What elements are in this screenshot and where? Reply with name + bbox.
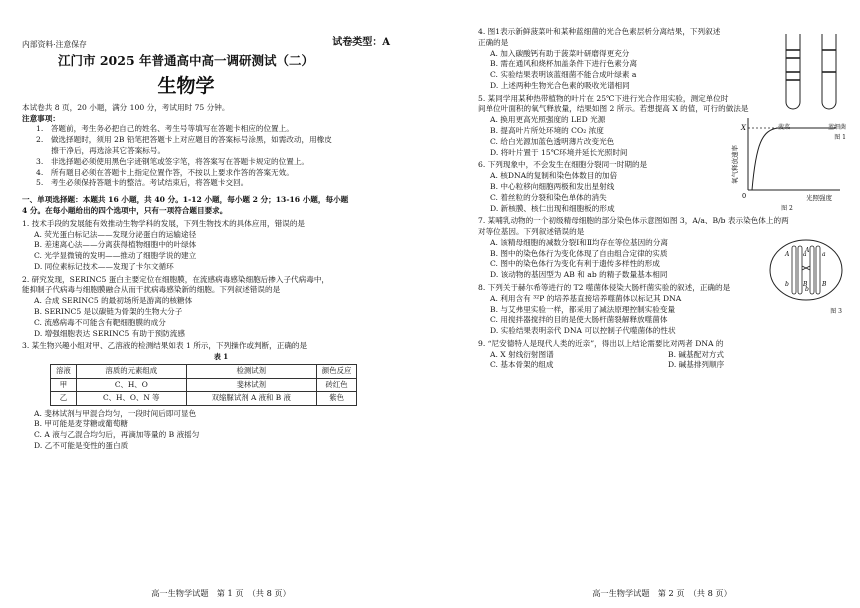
option-b[interactable]: B. 甲可能是麦芽糖或葡萄糖 [34,419,128,429]
option-d[interactable]: D. 将叶片置于 15℃环境并延长光照时间 [490,147,628,157]
option-d[interactable]: D. 实验结果表明亲代 DNA 可以控制子代噬菌体的性状 [490,326,676,336]
option-a[interactable]: A. 加入碳酸钙有助于菠菜叶研磨得更充分 [490,48,630,58]
option-a[interactable]: A. 换用更高光照强度的 LED 光源 [490,115,606,125]
gene-label: a [822,251,826,259]
option-d[interactable]: D. 该动物的基因型为 AB 和 ab 的精子数量基本相同 [490,270,668,280]
question-stem: 4. 图1表示新鲜菠菜叶和某种蓝细菌的光合色素层析分离结果，下列叙述 [478,27,721,36]
question-stem: 7. 某哺乳动物的一个初级精母细胞的部分染色体示意图如图 3，A/a、B/b 表示染色体上的两 [478,216,789,226]
option-b[interactable]: B. 差速离心法——分离获得植物细胞中的叶绿体 [34,240,197,250]
section-heading [22,195,420,217]
option-c[interactable]: C. 给白光源加蓝色透明薄片改变光色 [490,136,615,146]
note-line: 4. 所有题目必须在答题卡上指定位置作答，不按以上要求作答的答案无效。 [36,167,294,177]
table-row [51,392,357,406]
y-axis-label: 氧气释放速率 [731,144,739,184]
option-b[interactable]: B. 提高叶片所处环境的 CO₂ 浓度 [490,126,604,136]
note-line: 5. 考生必须保持答题卡的整洁。考试结束后，将答题卡交回。 [36,178,249,188]
table-cell: 溶液 [51,365,77,379]
table-row [51,378,357,392]
note-line: 3. 非选择题必须使用黑色字迹钢笔或签字笔，将答案写在答题卡规定的位置上。 [36,156,310,166]
option-b[interactable]: B. 需在通风和烧杯加盖条件下进行色素分离 [490,59,638,69]
page-2 [478,0,846,608]
option-c[interactable]: C. 流感病毒不可能含有靶细胞膜的成分 [34,317,166,327]
question-stem: 8. 下列关于赫尔希等进行的 T2 噬菌体侵染大肠杆菌实验的叙述，正确的是 [478,282,731,292]
option-a[interactable]: A. 该精母细胞的减数分裂Ⅰ和Ⅱ均存在等位基因的分离 [490,237,668,247]
gene-label: b [805,286,809,294]
option-c[interactable]: C. 着丝粒的分裂和染色单体的消失 [490,192,607,202]
table-cell: 斐林试剂 [186,378,316,392]
table-cell: 溶质的元素组成 [76,365,186,379]
question-stem: 5. 某同学用某种热带植物的叶片在 25℃下进行光合作用实验，测定单位时 [478,93,729,103]
question-1 [22,219,420,273]
option-b[interactable]: B. 图中的染色体行为变化体现了自由组合定律的实质 [490,248,668,258]
results-table [50,364,357,406]
section-line: 一、单项选择题：本题共 16 小题，共 40 分。1-12 小题，每小题 2 分；13-16 小题，每小题 [22,195,349,205]
option-b[interactable]: B. 碱基配对方式 [668,349,724,359]
option-a[interactable]: A. 荧光蛋白标记法——发现分泌蛋白的运输途径 [34,229,197,239]
table-header-row [51,365,357,379]
question-stem: 3. 某生物兴趣小组对甲、乙溶液的检测结果如表 1 所示，下列操作或判断，正确的是 [22,341,308,351]
option-b[interactable]: B. SERINC5 是以碳链为骨架的生物大分子 [34,306,183,316]
note-line: 擦干净后，再选涂其它答案标号。 [36,146,166,156]
page-1 [22,0,420,608]
x-axis-label: 光照强度 [806,193,832,202]
figure-caption: 图 3 [830,308,842,316]
option-c[interactable]: C. A 液与乙混合均匀后，再滴加等量的 B 液摇匀 [34,430,200,440]
question-stem: 对等位基因。下列叙述错误的是 [478,227,585,237]
option-c[interactable]: C. 基本骨架的组成 [490,360,554,370]
exam-intro: 本试卷共 8 页，20 小题，满分 100 分，考试用时 75 分钟。 [22,102,230,112]
chromosome-diagram [766,236,846,304]
gene-label: A [805,247,810,255]
table-cell: C、H、O、N 等 [76,392,186,406]
question-stem: 2. 研究发现，SERINC5 蛋白主要定位在细胞膜，在流感病毒感染细胞后掺入子代病毒中， [22,274,330,284]
option-d[interactable]: D. 增强细胞表达 SERINC5 有助于预防流感 [34,328,185,338]
option-c[interactable]: C. 实验结果表明该蓝细菌不能合成叶绿素 a [490,70,637,80]
notes-list [22,124,420,189]
figure-caption: 图 1 [834,134,846,142]
option-a[interactable]: A. 核DNA的复制和染色体数目的加倍 [490,171,618,181]
gene-label: B [822,281,827,289]
page-header [22,36,420,50]
question-3 [22,341,420,451]
table-cell: 颜色反应 [316,365,357,379]
option-a[interactable]: A. 合成 SERINC5 的最初场所是游离的核糖体 [34,296,193,306]
table-cell: 检测试剂 [186,365,316,379]
exam-type: 试卷类型：A [332,37,390,48]
oxygen-graph [728,114,846,202]
table-cell: 甲 [51,378,77,392]
option-a[interactable]: A. 斐林试剂与甲混合均匀，一段时间后即可显色 [34,408,197,418]
option-b[interactable]: B. 与艾弗里实验一样，都采用了减法原理控制实验变量 [490,304,676,314]
table-cell: 双缩脲试剂 A 液和 B 液 [186,392,316,406]
gene-label: b [785,281,789,289]
question-stem: 6. 下列现象中，不会发生在细胞分裂同一时期的是 [478,160,648,170]
fig-label: 菠菜 [778,123,791,131]
page-footer: 高一生物学试题 第 2 页 （共 8 页） [592,588,732,599]
note-line: 1. 答题前，考生务必把自己的姓名、考生号等填写在答题卡相应的位置上。 [36,124,294,134]
gene-label: B [803,281,808,289]
option-a[interactable]: A. 利用含有 ³²P 的培养基直接培养噬菌体以标记其 DNA [490,293,682,303]
notes-title: 注意事项： [22,113,60,123]
note-line: 2. 做选择题时，须用 2B 铅笔把答题卡上对应题目的答案标号涂黑，如需改动，用橡皮 [36,135,332,145]
figure-3 [766,236,846,316]
table-cell: C、H、O [76,378,186,392]
fig-label: 蓝细菌 [827,123,846,131]
question-stem: 能抑制子代病毒与细胞膜融合从而干扰病毒感染新的细胞。下列叙述错误的是 [22,285,281,295]
curve [752,128,836,190]
figure-caption: 图 2 [781,205,793,213]
option-d[interactable]: D. 上述两种生物光合色素的吸收光谱相同 [490,80,630,90]
option-a[interactable]: A. X 射线衍射图谱 [490,349,554,359]
exam-title: 江门市 2025 年普通高中高一调研测试（二） [58,53,314,69]
table-cell: 紫色 [316,392,357,406]
section-line: 4 分。在每小题给出的四个选项中，只有一项符合题目要求。 [22,205,228,215]
confidential-label: 内部资料·注意保存 [22,40,87,50]
question-stem: 正确的是 [478,37,509,47]
options-row [478,360,846,371]
options-row [478,350,846,361]
table-title: 表 1 [213,352,229,362]
table-cell: 砖红色 [316,378,357,392]
gene-label: a [803,251,807,259]
question-2 [22,275,420,340]
origin-label: 0 [742,191,747,200]
figure-2 [728,114,846,214]
option-d[interactable]: D. 同位素标记技术——发现了卡尔文循环 [34,261,174,271]
question-9 [478,339,846,371]
option-c[interactable]: C. 光学显微镜的发明——推动了细胞学说的建立 [34,251,197,261]
question-stem: 间单位叶面积的氧气释放量，结果如图 2 所示。若想提高 X 的值，可行的做法是 [478,104,749,114]
option-d[interactable]: D. 乙不可能是变性的蛋白质 [34,440,129,450]
page-footer: 高一生物学试题 第 1 页 （共 8 页） [151,588,291,599]
option-d[interactable]: D. 新核膜、核仁出现和细胞板的形成 [490,203,615,213]
subject-title: 生物学 [157,74,215,97]
option-c[interactable]: C. 用搅拌器搅拌的目的是使大肠杆菌裂解释放噬菌体 [490,315,668,325]
question-stem: 1. 技术手段的发展能有效推动生物学科的发展，下列生物技术的具体应用，错误的是 [22,218,306,228]
question-stem: 9. “尼安德特人是现代人类的近亲”，得出以上结论需要比对两者 DNA 的 [478,338,724,348]
x-mark-label: X [741,123,746,132]
option-d[interactable]: D. 碱基排列顺序 [668,360,725,370]
option-b[interactable]: B. 中心粒移向细胞两极和发出星射线 [490,181,615,191]
option-c[interactable]: C. 图中的染色体行为变化有利于遗传多样性的形成 [490,259,660,269]
gene-label: A [785,251,790,259]
table-cell: 乙 [51,392,77,406]
